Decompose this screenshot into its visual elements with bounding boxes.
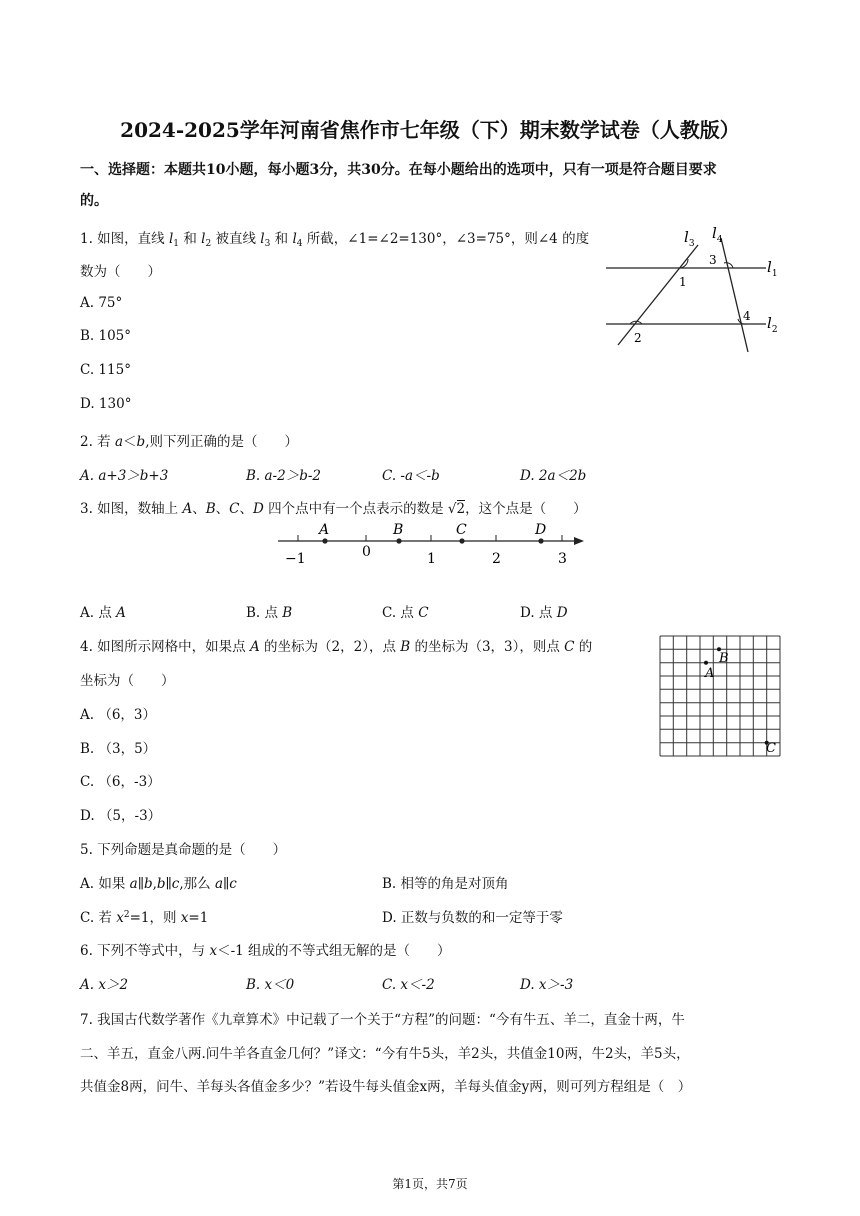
q4-stem-cont: 坐标为（ ） [80, 673, 175, 689]
q5-option-a: A. 如果 a∥b,b∥c,那么 a∥c [80, 876, 237, 892]
q1-lines-figure [600, 222, 790, 357]
point-a-label: A [319, 522, 330, 538]
angle-2-label: 2 [634, 331, 642, 345]
q5-option-d: D. 正数与负数的和一定等于零 [382, 910, 563, 926]
q3-number-line [270, 518, 600, 570]
point-c-label: C [456, 522, 467, 538]
q2-option-a: A. a+3＞b+3 [80, 468, 169, 484]
q2-option-b: B. a-2＞b-2 [246, 468, 321, 484]
q3-option-a: A. 点 A [80, 605, 126, 621]
tick-label-3: 3 [558, 551, 567, 567]
q2-option-c: C. -a＜-b [382, 468, 440, 484]
point-b-label: B [393, 522, 404, 538]
q3-option-d: D. 点 D [520, 605, 568, 621]
q4-stem: 4. 如图所示网格中，如果点 A 的坐标为（2，2），点 B 的坐标为（3，3），则点 C 的 [80, 639, 593, 655]
q2-stem: 2. 若 a＜b,则下列正确的是（ ） [80, 434, 298, 450]
tick-label-2: 2 [492, 551, 501, 567]
q4-option-c: C. （6，-3） [80, 774, 161, 790]
grid-point-b-label: B [719, 651, 729, 666]
q5-option-b: B. 相等的角是对顶角 [382, 876, 509, 892]
sqrt2: √2 [447, 501, 466, 517]
q5-stem: 5. 下列命题是真命题的是（ ） [80, 842, 287, 858]
tick-label-neg1: −1 [285, 551, 306, 567]
page-footer: 第1页，共7页 [392, 1177, 468, 1191]
label-l2: $l_2$ [767, 314, 778, 335]
q6-option-a: A. x＞2 [80, 977, 129, 993]
q2-option-d: D. 2a＜2b [520, 468, 587, 484]
page-title: 2024-2025学年河南省焦作市七年级（下）期末数学试卷（人教版） [120, 118, 740, 142]
angle-3-label: 3 [709, 253, 717, 267]
q1-option-b: B. 105° [80, 328, 132, 344]
q6-option-b: B. x＜0 [246, 977, 295, 993]
label-l3: $l_3$ [684, 228, 695, 249]
q4-option-d: D. （5，-3） [80, 808, 162, 824]
section-heading: 一、选择题：本题共10小题，每小题3分，共30分。在每小题给出的选项中，只有一项是符合题目要求 [80, 162, 717, 178]
q4-option-b: B. （3，5） [80, 741, 157, 757]
q6-option-c: C. x＜-2 [382, 977, 435, 993]
tick-label-0: 0 [362, 544, 371, 560]
q1-option-c: C. 115° [80, 362, 131, 378]
grid-point-c-label: C [766, 741, 776, 756]
q6-stem: 6. 下列不等式中，与 x＜-1 组成的不等式组无解的是（ ） [80, 943, 451, 959]
q1-option-a: A. 75° [80, 295, 123, 311]
q4-grid-figure [655, 631, 785, 759]
q7-stem-line3: 共值金8两，问牛、羊每头各值金多少？”若设牛每头值金x两，羊每头值金y两，则可列方程组是（ ） [80, 1079, 692, 1095]
q1-option-d: D. 130° [80, 396, 132, 412]
q1-stem: 1. 如图，直线 $l_1$ 和 $l_2$ 被直线 $l_3$ 和 $l_4$ 所截，∠1=∠2=130°，∠3=75°，则∠4 的度 [80, 231, 590, 249]
angle-1-label: 1 [679, 275, 687, 289]
label-l4: $l_4$ [712, 224, 723, 245]
point-d-label: D [535, 522, 547, 538]
q7-stem-line1: 7. 我国古代数学著作《九章算术》中记载了一个关于“方程”的问题：“今有牛五、羊二，直金十两，牛 [80, 1012, 685, 1028]
tick-label-1: 1 [427, 551, 436, 567]
q6-option-d: D. x＞-3 [520, 977, 574, 993]
grid-point-a-label: A [705, 666, 715, 681]
label-l1: $l_1$ [767, 258, 778, 279]
angle-4-label: 4 [743, 309, 751, 323]
q3-option-b: B. 点 B [246, 605, 293, 621]
q3-option-c: C. 点 C [382, 605, 429, 621]
q3-stem: 3. 如图，数轴上 A、B、C、D 四个点中有一个点表示的数是 √2，这个点是（ ） [80, 501, 587, 517]
q5-option-c: C. 若 $x^2=1$，则 x=1 [80, 910, 209, 926]
section-heading-cont: 的。 [80, 193, 108, 209]
q7-stem-line2: 二、羊五，直金八两.问牛羊各直金几何？”译文：“今有牛5头，羊2头，共值金10两，牛2头，羊5头， [80, 1046, 690, 1062]
q1-stem-cont: 数为（ ） [80, 264, 161, 280]
q4-option-a: A. （6，3） [80, 707, 157, 723]
